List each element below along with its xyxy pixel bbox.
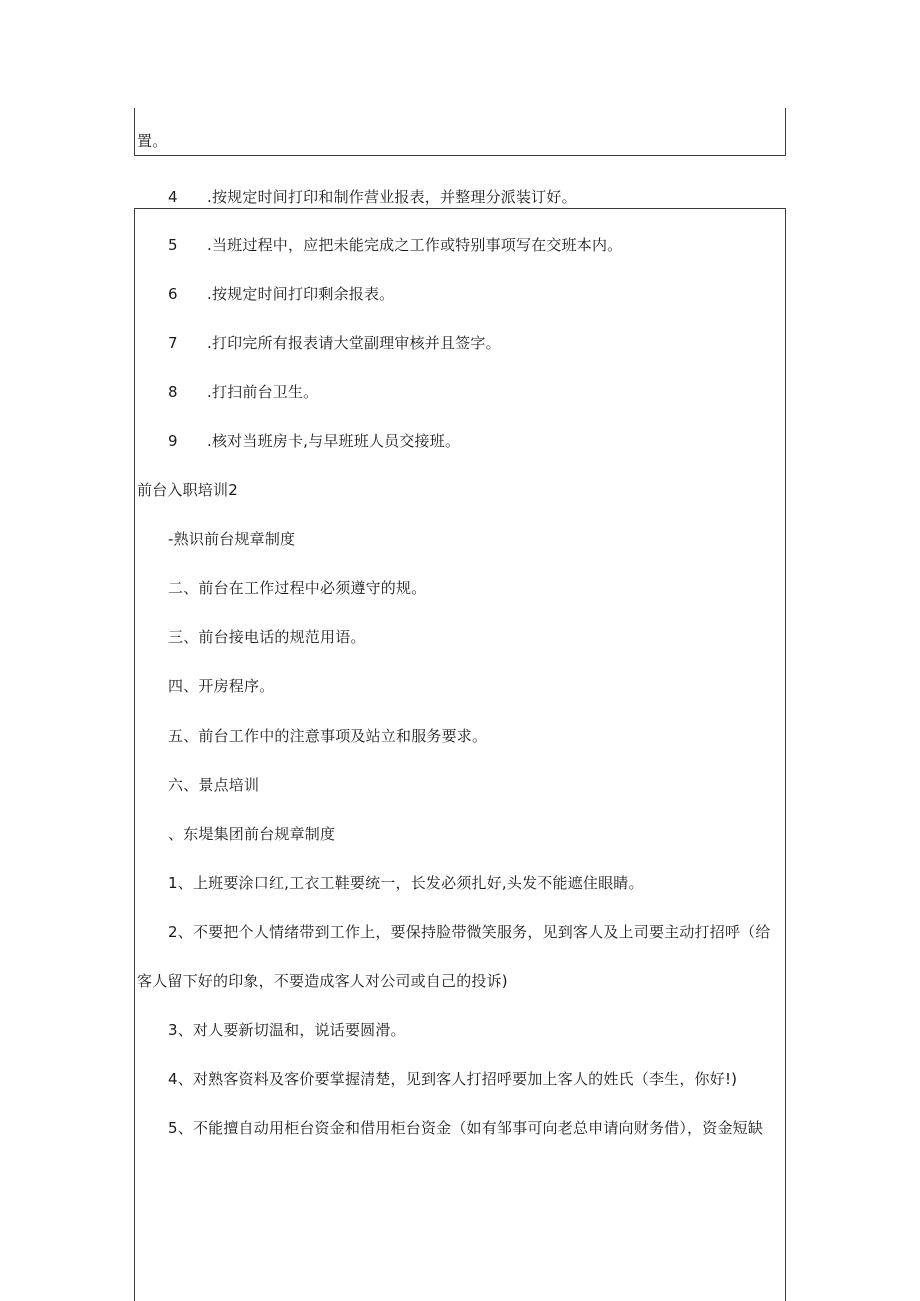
outline-item: 二、前台在工作过程中必须遵守的规。 [168, 579, 427, 597]
step-number: 9 [168, 432, 178, 450]
table-bottom-border-top [134, 155, 786, 156]
table-right-border-top [785, 108, 786, 156]
outline-item: 六、景点培训 [168, 776, 260, 794]
rule-item: 2、不要把个人情绪带到工作上，要保持脸带微笑服务，见到客人及上司要主动打招呼（给 [168, 923, 771, 941]
step-text: .按规定时间打印和制作营业报表，并整理分派装订好。 [207, 188, 577, 206]
step-text: .按规定时间打印剩余报表。 [207, 285, 395, 303]
rule-item-continuation: 客人留下好的印象，不要造成客人对公司或自己的投诉) [137, 972, 508, 990]
outline-item: 、东堤集团前台规章制度 [168, 825, 336, 843]
step-number: 4 [168, 188, 178, 206]
step-number: 8 [168, 383, 178, 401]
rule-item: 3、对人要新切温和，说话要圆滑。 [168, 1021, 406, 1039]
outline-item: 五、前台工作中的注意事项及站立和服务要求。 [168, 727, 488, 745]
section-title: 前台入职培训2 [137, 481, 238, 499]
outline-item: 四、开房程序。 [168, 677, 275, 695]
table-right-border [785, 208, 786, 1301]
step-text: .当班过程中，应把未能完成之工作或特别事项写在交班本内。 [207, 236, 623, 254]
rule-item: 4、对熟客资料及客价要掌握清楚，见到客人打招呼要加上客人的姓氏（李生，你好!) [168, 1070, 738, 1088]
step-number: 7 [168, 334, 178, 352]
table-left-border-top [134, 108, 135, 156]
continued-fragment: 置。 [137, 132, 168, 150]
rule-item: 5、不能擅自动用柜台资金和借用柜台资金（如有邹事可向老总申请向财务借），资金短缺 [168, 1119, 764, 1137]
step-text: .核对当班房卡,与早班班人员交接班。 [207, 432, 461, 450]
step-text: .打印完所有报表请大堂副理审核并且签字。 [207, 334, 501, 352]
step-number: 6 [168, 285, 178, 303]
rule-item: 1、上班要涂口红,工衣工鞋要统一，长发必须扎好,头发不能遮住眼睛。 [168, 874, 644, 892]
outline-item: 三、前台接电话的规范用语。 [168, 628, 366, 646]
table-left-border [134, 208, 135, 1301]
step-text: .打扫前台卫生。 [207, 383, 319, 401]
table-top-border [134, 208, 786, 209]
step-number: 5 [168, 236, 178, 254]
outline-item: -熟识前台规章制度 [168, 530, 296, 548]
